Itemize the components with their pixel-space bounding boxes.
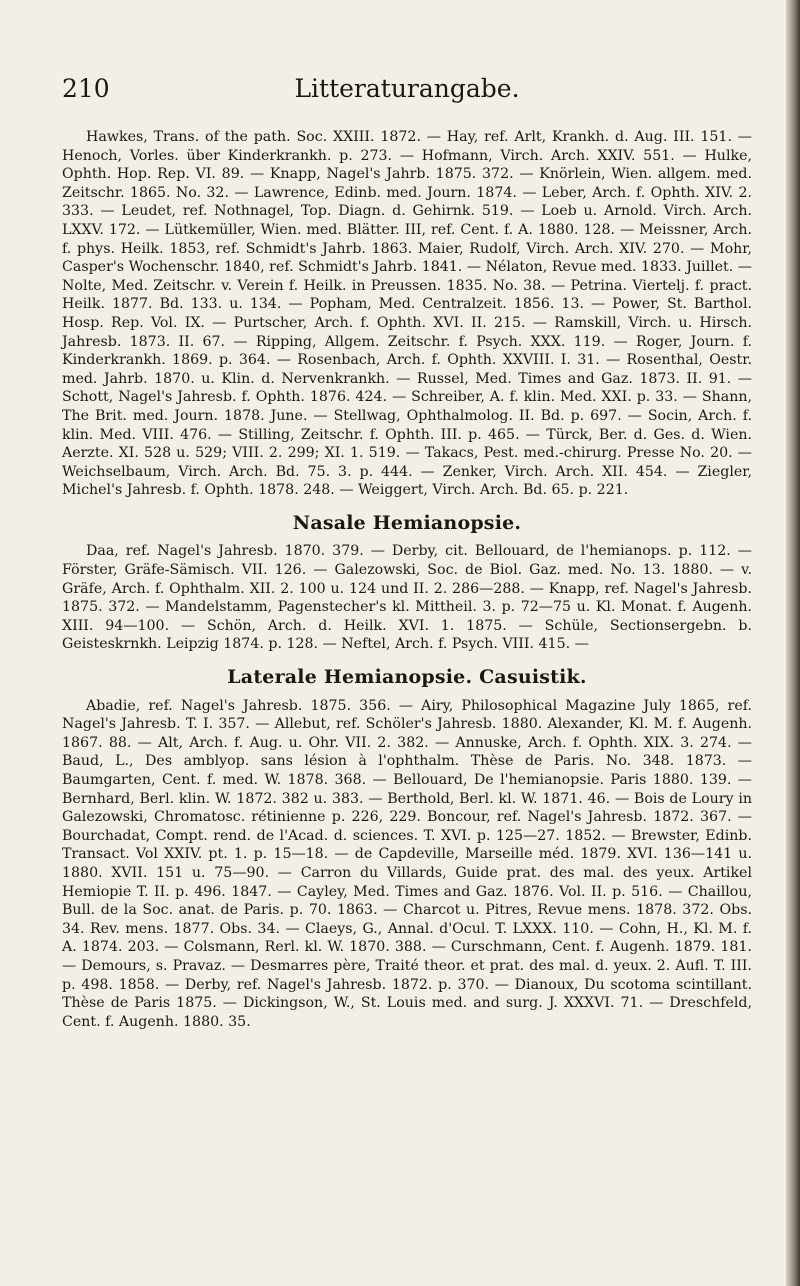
references-paragraph-1: Hawkes, Trans. of the path. Soc. XXIII. 1872. — Hay, ref. Arlt, Krankh. d. Aug. III. 151. — Henoch, Vorles. über Kinderkrankh. p. 273. — Hofmann, Virch. Arch. XXIV. 551. — Hulke, Ophth. Hop. Rep. VI. 89. — Knapp, Nagel's Jahrb. 1875. 372. — Knörlein, Wien. allgem. med. Zeitschr. 1865. No. 32. — Lawrence, Edinb. med. Journ. 1874. — Leber, Arch. f. Ophth. XIV. 2. 333. — Leudet, ref. Nothnagel, Top. Diagn. d. Gehirnk. 519. — Loeb u. Arnold. Virch. Arch. LXXV. 172. — Lütkemüller, Wien. med. Blätter. III, ref. Cent. f. A. 1880. 128. — Meissner, Arch. f. phys. Heilk. 1853, ref. Schmidt's Jahrb. 1863. Maier, Rudolf, Virch. Arch. XIV. 270. — Mohr, Casper's Wochenschr. 1840, ref. Schmidt's Jahrb. 1841. — Nélaton, Revue med. 1833. Juillet. — Nolte, Med. Zeitschr. v. Verein f. Heilk. in Preussen. 1835. No. 38. — Petrina. Viertelj. f. pract. Heilk. 1877. Bd. 133. u. 134. — Popham, Med. Centralzeit. 1856. 13. — Power, St. Barthol. Hosp. Rep. Vol. IX. — Purtscher, Arch. f. Ophth. XVI. II. 215. — Ramskill, Virch. u. Hirsch. Jahresb. 1873. II. 67. — Ripping, Allgem. Zeitschr. f. Psych. XXX. 119. — Roger, Journ. f. Kinderkrankh. 1869. p. 364. — Rosenbach, Arch. f. Ophth. XXVIII. I. 31. — Rosenthal, Oestr. med. Jahrb. 1870. u. Klin. d. Nervenkrankh. — Russel, Med. Times and Gaz. 1873. II. 91. — Schott, Nagel's Jahresb. f. Ophth. 1876. 424. — Schreiber, A. f. klin. Med. XXI. p. 33. — Shann, The Brit. med. Journ. 1878. June. — Stellwag, Ophthalmolog. II. Bd. p. 697. — Socin, Arch. f. klin. Med. VIII. 476. — Stilling, Zeitschr. f. Ophth. III. p. 465. — Türck, Ber. d. Ges. d. Wien. Aerzte. XI. 528 u. 529; VIII. 2. 299; XI. 1. 519. — Takacs, Pest. med.-chirurg. Presse No. 20. — Weichselbaum, Virch. Arch. Bd. 75. 3. p. 444. — Zenker, Virch. Arch. XII. 454. — Ziegler, Michel's Jahresb. f. Ophth. 1878. 248. — Weiggert, Virch. Arch. Bd. 65. p. 221. xyxy=(62,129,752,499)
references-paragraph-3: Abadie, ref. Nagel's Jahresb. 1875. 356. — Airy, Philosophical Magazine July 1865, ref. Nagel's Jahresb. T. I. 357. — Allebut, ref. Schöler's Jahresb. 1880. Alexander, Kl. M. f. Augenh. 1867. 88. — Alt, Arch. f. Aug. u. Ohr. VII. 2. 382. — Annuske, Arch. f. Ophth. XIX. 3. 274. — Baud, L., Des amblyop. sans lésion à l'ophthalm. Thèse de Paris. No. 348. 1873. — Baumgarten, Cent. f. med. W. 1878. 368. — Bellouard, De l'hemianopsie. Paris 1880. 139. — Bernhard, Berl. klin. W. 1872. 382 u. 383. — Berthold, Berl. kl. W. 1871. 46. — Bois de Loury in Galezowski, Chromatosc. rétinienne p. 226, 229. Boncour, ref. Nagel's Jahresb. 1872. 367. — Bourchadat, Compt. rend. de l'Acad. d. sciences. T. XVI. p. 125—27. 1852. — Brewster, Edinb. Transact. Vol XXIV. pt. 1. p. 15—18. — de Capdeville, Marseille méd. 1879. XVI. 136—141 u. 1880. XVII. 151 u. 75—90. — Carron du Villards, Guide prat. des mal. des yeux. Artikel Hemiopie T. II. p. 496. 1847. — Cayley, Med. Times and Gaz. 1876. Vol. II. p. 516. — Chaillou, Bull. de la Soc. anat. de Paris. p. 70. 1863. — Charcot u. Pitres, Revue mens. 1878. 372. Obs. 34. Rev. mens. 1877. Obs. 34. — Claeys, G., Annal. d'Ocul. T. LXXX. 110. — Cohn, H., Kl. M. f. A. 1874. 203. — Colsmann, Rerl. kl. W. 1870. 388. — Curschmann, Cent. f. Augenh. 1879. 181. — Demours, s. Pravaz. — Desmarres père, Traité theor. et prat. des mal. d. yeux. 2. Aufl. T. III. p. 498. 1858. — Derby, ref. Nagel's Jahresb. 1872. p. 370. — Dianoux, Du scotoma scintillant. Thèse de Paris 1875. — Dickingson, W., St. Louis med. and surg. J. XXXVI. 71. — Dreschfeld, Cent. f. Augenh. 1880. 35. xyxy=(62,697,752,1030)
page-number: 210 xyxy=(62,74,110,103)
references-paragraph-2: Daa, ref. Nagel's Jahresb. 1870. 379. — Derby, cit. Bellouard, de l'hemianops. p. 112. — Förster, Gräfe-Sämisch. VII. 126. — Galezowski, Soc. de Biol. Gaz. med. No. 13. 1880. — v. Gräfe, Arch. f. Ophthalm. XII. 2. 100 u. 124 und II. 2. 286—288. — Knapp, ref. Nagel's Jahresb. 1875. 372. — Mandelstamm, Pagenstecher's kl. Mittheil. 3. p. 72—75 u. Kl. Monat. f. Augenh. XIII. 94—100. — Schön, Arch. d. Heilk. XVI. 1. 1875. — Schüle, Sectionsergebn. b. Geisteskrnkh. Leipzig 1874. p. 128. — Neftel, Arch. f. Psych. VIII. 415. — xyxy=(62,543,752,653)
page-edge-shadow xyxy=(786,0,800,1286)
section-heading-laterale-hemianopsie: Laterale Hemianopsie. Casuistik. xyxy=(227,666,587,689)
running-head: Litteraturangabe. xyxy=(294,74,520,103)
page-header xyxy=(62,74,752,108)
section-heading-nasale-hemianopsie: Nasale Hemianopsie. xyxy=(292,511,522,534)
page-content xyxy=(62,128,752,1031)
